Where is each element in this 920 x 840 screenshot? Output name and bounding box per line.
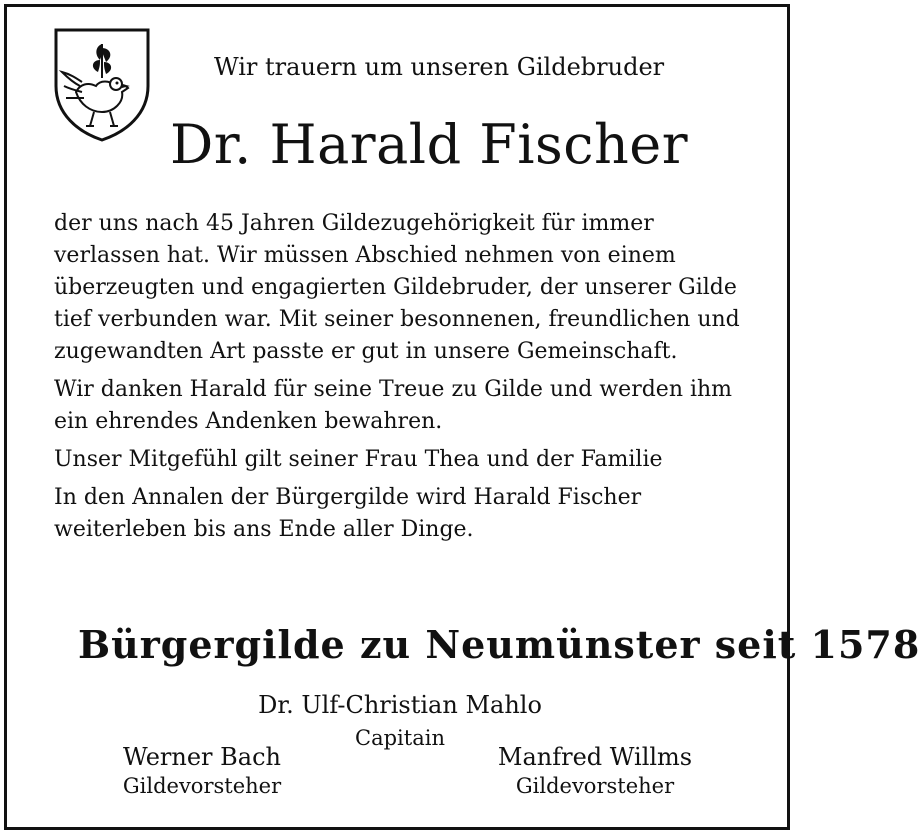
signature-right bbox=[480, 742, 710, 800]
intro-line: Wir trauern um unseren Gildebruder bbox=[214, 53, 665, 81]
signature-name: Dr. Ulf-Christian Mahlo bbox=[258, 691, 542, 719]
guild-crest-icon bbox=[52, 26, 152, 144]
signature-name: Manfred Willms bbox=[497, 743, 693, 771]
body-paragraph: der uns nach 45 Jahren Gildezugehörigkeit für immer verlassen hat. Wir müssen Abschied nehmen von einem überzeugten und engagierten Gildebruder, der unserer Gilde tief verbunden war. Mit seiner besonnenen, freundlichen und zugewandten Art passte er gut in unsere Gemeinschaft. bbox=[54, 211, 740, 364]
deceased-name: Dr. Harald Fischer bbox=[170, 113, 689, 176]
signature-role: Gildevorsteher bbox=[515, 774, 675, 798]
guild-name: Bürgergilde zu Neumünster seit 1578 bbox=[78, 622, 920, 667]
body-paragraph: Unser Mitgefühl gilt seiner Frau Thea und der Familie bbox=[54, 447, 663, 472]
body-paragraph: In den Annalen der Bürgergilde wird Harald Fischer weiterleben bis ans Ende aller Dinge. bbox=[54, 485, 642, 542]
notice-body bbox=[54, 208, 754, 552]
signature-left bbox=[92, 742, 312, 800]
signature-role: Gildevorsteher bbox=[122, 774, 282, 798]
body-paragraph: Wir danken Harald für seine Treue zu Gilde und werden ihm ein ehrendes Andenken bewahren. bbox=[54, 377, 733, 434]
signature-name: Werner Bach bbox=[123, 743, 281, 771]
signature-role: Capitain bbox=[355, 726, 445, 750]
